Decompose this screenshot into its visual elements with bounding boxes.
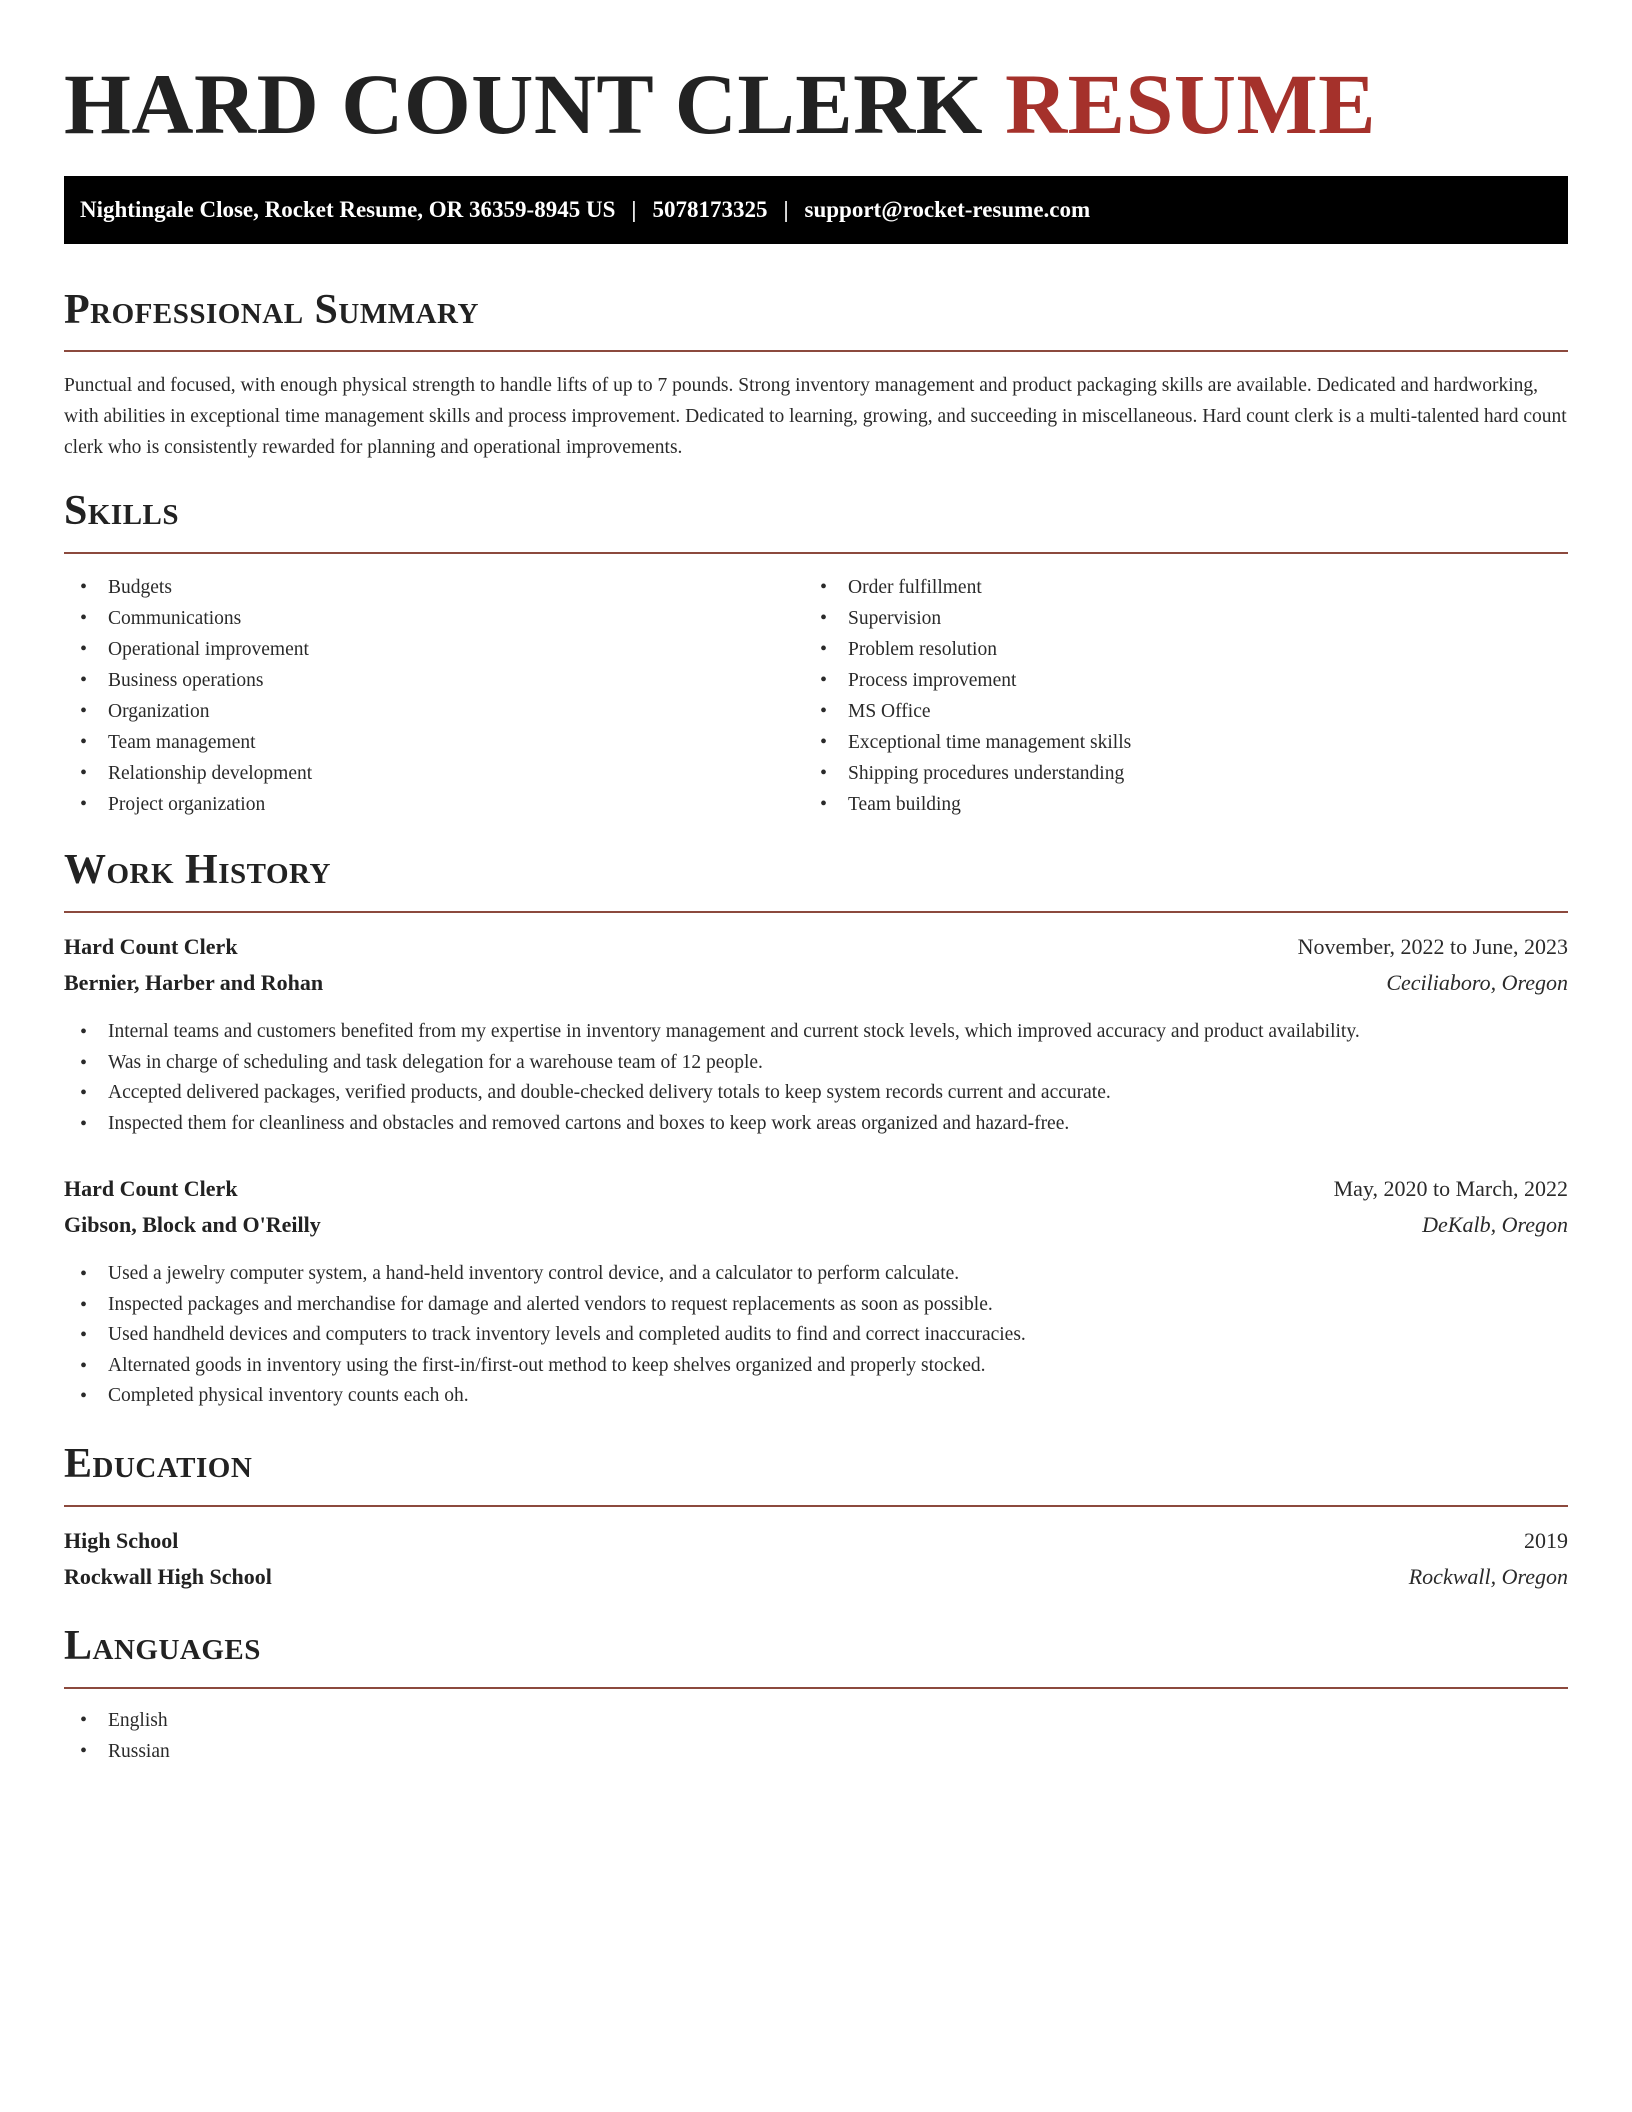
job-bullet: • Completed physical inventory counts each oh.	[64, 1381, 1568, 1412]
job-bullet: • Internal teams and customers benefited from my expertise in inventory management and current stock levels, which improved accuracy and product availability.	[64, 1017, 1568, 1048]
skill-item: • Supervision	[804, 603, 1564, 634]
education-school: Rockwall High School	[64, 1564, 272, 1589]
skill-item: • Team building	[804, 789, 1564, 820]
skill-item: • Exceptional time management skills	[804, 727, 1564, 758]
skill-item: • MS Office	[804, 696, 1564, 727]
language-item: • English	[64, 1705, 664, 1736]
job-bullet: • Was in charge of scheduling and task delegation for a warehouse team of 12 people.	[64, 1048, 1568, 1079]
job-bullets	[64, 1017, 1568, 1139]
job-bullet: • Used handheld devices and computers to track inventory levels and completed audits to find and correct inaccuracies.	[64, 1320, 1568, 1351]
skill-item: • Relationship development	[64, 758, 804, 789]
skills-list-left	[64, 572, 804, 820]
languages-heading: Languages	[64, 1623, 261, 1669]
job-title: Hard Count Clerk	[64, 1176, 238, 1201]
skill-item: • Project organization	[64, 789, 804, 820]
job-header	[64, 930, 1568, 964]
job-dates: November, 2022 to June, 2023	[1297, 934, 1568, 959]
job-bullet: • Accepted delivered packages, verified products, and double-checked delivery totals to keep system records current and accurate.	[64, 1078, 1568, 1109]
job-header	[64, 1172, 1568, 1206]
job-company: Gibson, Block and O'Reilly	[64, 1212, 321, 1237]
education-year: 2019	[1524, 1528, 1568, 1553]
skill-item: • Budgets	[64, 572, 804, 603]
section-divider	[64, 1505, 1568, 1507]
skills-list-right	[804, 572, 1564, 820]
job-company-row	[64, 966, 1568, 1000]
job-location: Ceciliaboro, Oregon	[1386, 970, 1568, 995]
contact-address: Nightingale Close, Rocket Resume, OR 36359-8945 US	[80, 197, 616, 222]
work-heading: Work History	[64, 847, 331, 893]
contact-phone[interactable]: 5078173325	[652, 197, 768, 222]
skill-item: • Communications	[64, 603, 804, 634]
job-company-row	[64, 1208, 1568, 1242]
job-bullet: • Alternated goods in inventory using the first-in/first-out method to keep shelves organized and properly stocked.	[64, 1351, 1568, 1382]
skill-item: • Organization	[64, 696, 804, 727]
contact-bar	[64, 176, 1568, 244]
education-header	[64, 1524, 1568, 1558]
job-bullet: • Used a jewelry computer system, a hand-held inventory control device, and a calculator to perform calculate.	[64, 1259, 1568, 1290]
job-bullet: • Inspected them for cleanliness and obstacles and removed cartons and boxes to keep work areas organized and hazard-free.	[64, 1109, 1568, 1140]
skill-item: • Problem resolution	[804, 634, 1564, 665]
section-divider	[64, 911, 1568, 913]
contact-email[interactable]: support@rocket-resume.com	[804, 197, 1091, 222]
job-company: Bernier, Harber and Rohan	[64, 970, 324, 995]
skill-item: • Process improvement	[804, 665, 1564, 696]
job-bullet: • Inspected packages and merchandise for damage and alerted vendors to request replacements as soon as possible.	[64, 1290, 1568, 1321]
skill-item: • Business operations	[64, 665, 804, 696]
education-school-row	[64, 1560, 1568, 1594]
section-divider	[64, 350, 1568, 352]
skills-heading: Skills	[64, 488, 180, 534]
education-heading: Education	[64, 1441, 253, 1487]
summary-heading: Professional Summary	[64, 287, 479, 333]
language-item: • Russian	[64, 1736, 664, 1767]
job-location: DeKalb, Oregon	[1422, 1212, 1568, 1237]
education-location: Rockwall, Oregon	[1408, 1564, 1568, 1589]
job-dates: May, 2020 to March, 2022	[1333, 1176, 1568, 1201]
languages-list	[64, 1705, 664, 1767]
job-bullets	[64, 1259, 1568, 1412]
skill-item: • Team management	[64, 727, 804, 758]
title-main: HARD COUNT CLERK	[64, 56, 984, 152]
contact-separator: |	[631, 197, 637, 222]
job-title: Hard Count Clerk	[64, 934, 238, 959]
title-accent: RESUME	[1005, 56, 1376, 152]
education-degree: High School	[64, 1528, 179, 1553]
skill-item: • Shipping procedures understanding	[804, 758, 1564, 789]
skill-item: • Operational improvement	[64, 634, 804, 665]
summary-text: Punctual and focused, with enough physical strength to handle lifts of up to 7 pounds. Strong inventory management and product packaging skills are available. Dedicated and hardworking, with abilities in exceptional time management skills and process improvement. Dedicated to learning, growing, and succeeding in miscellaneous. Hard count clerk is a multi-talented hard count clerk who is consistently rewarded for planning and operational improvements.	[64, 375, 1567, 458]
section-divider	[64, 1687, 1568, 1689]
contact-separator: |	[783, 197, 789, 222]
skill-item: • Order fulfillment	[804, 572, 1564, 603]
resume-title	[64, 56, 1376, 152]
section-divider	[64, 552, 1568, 554]
